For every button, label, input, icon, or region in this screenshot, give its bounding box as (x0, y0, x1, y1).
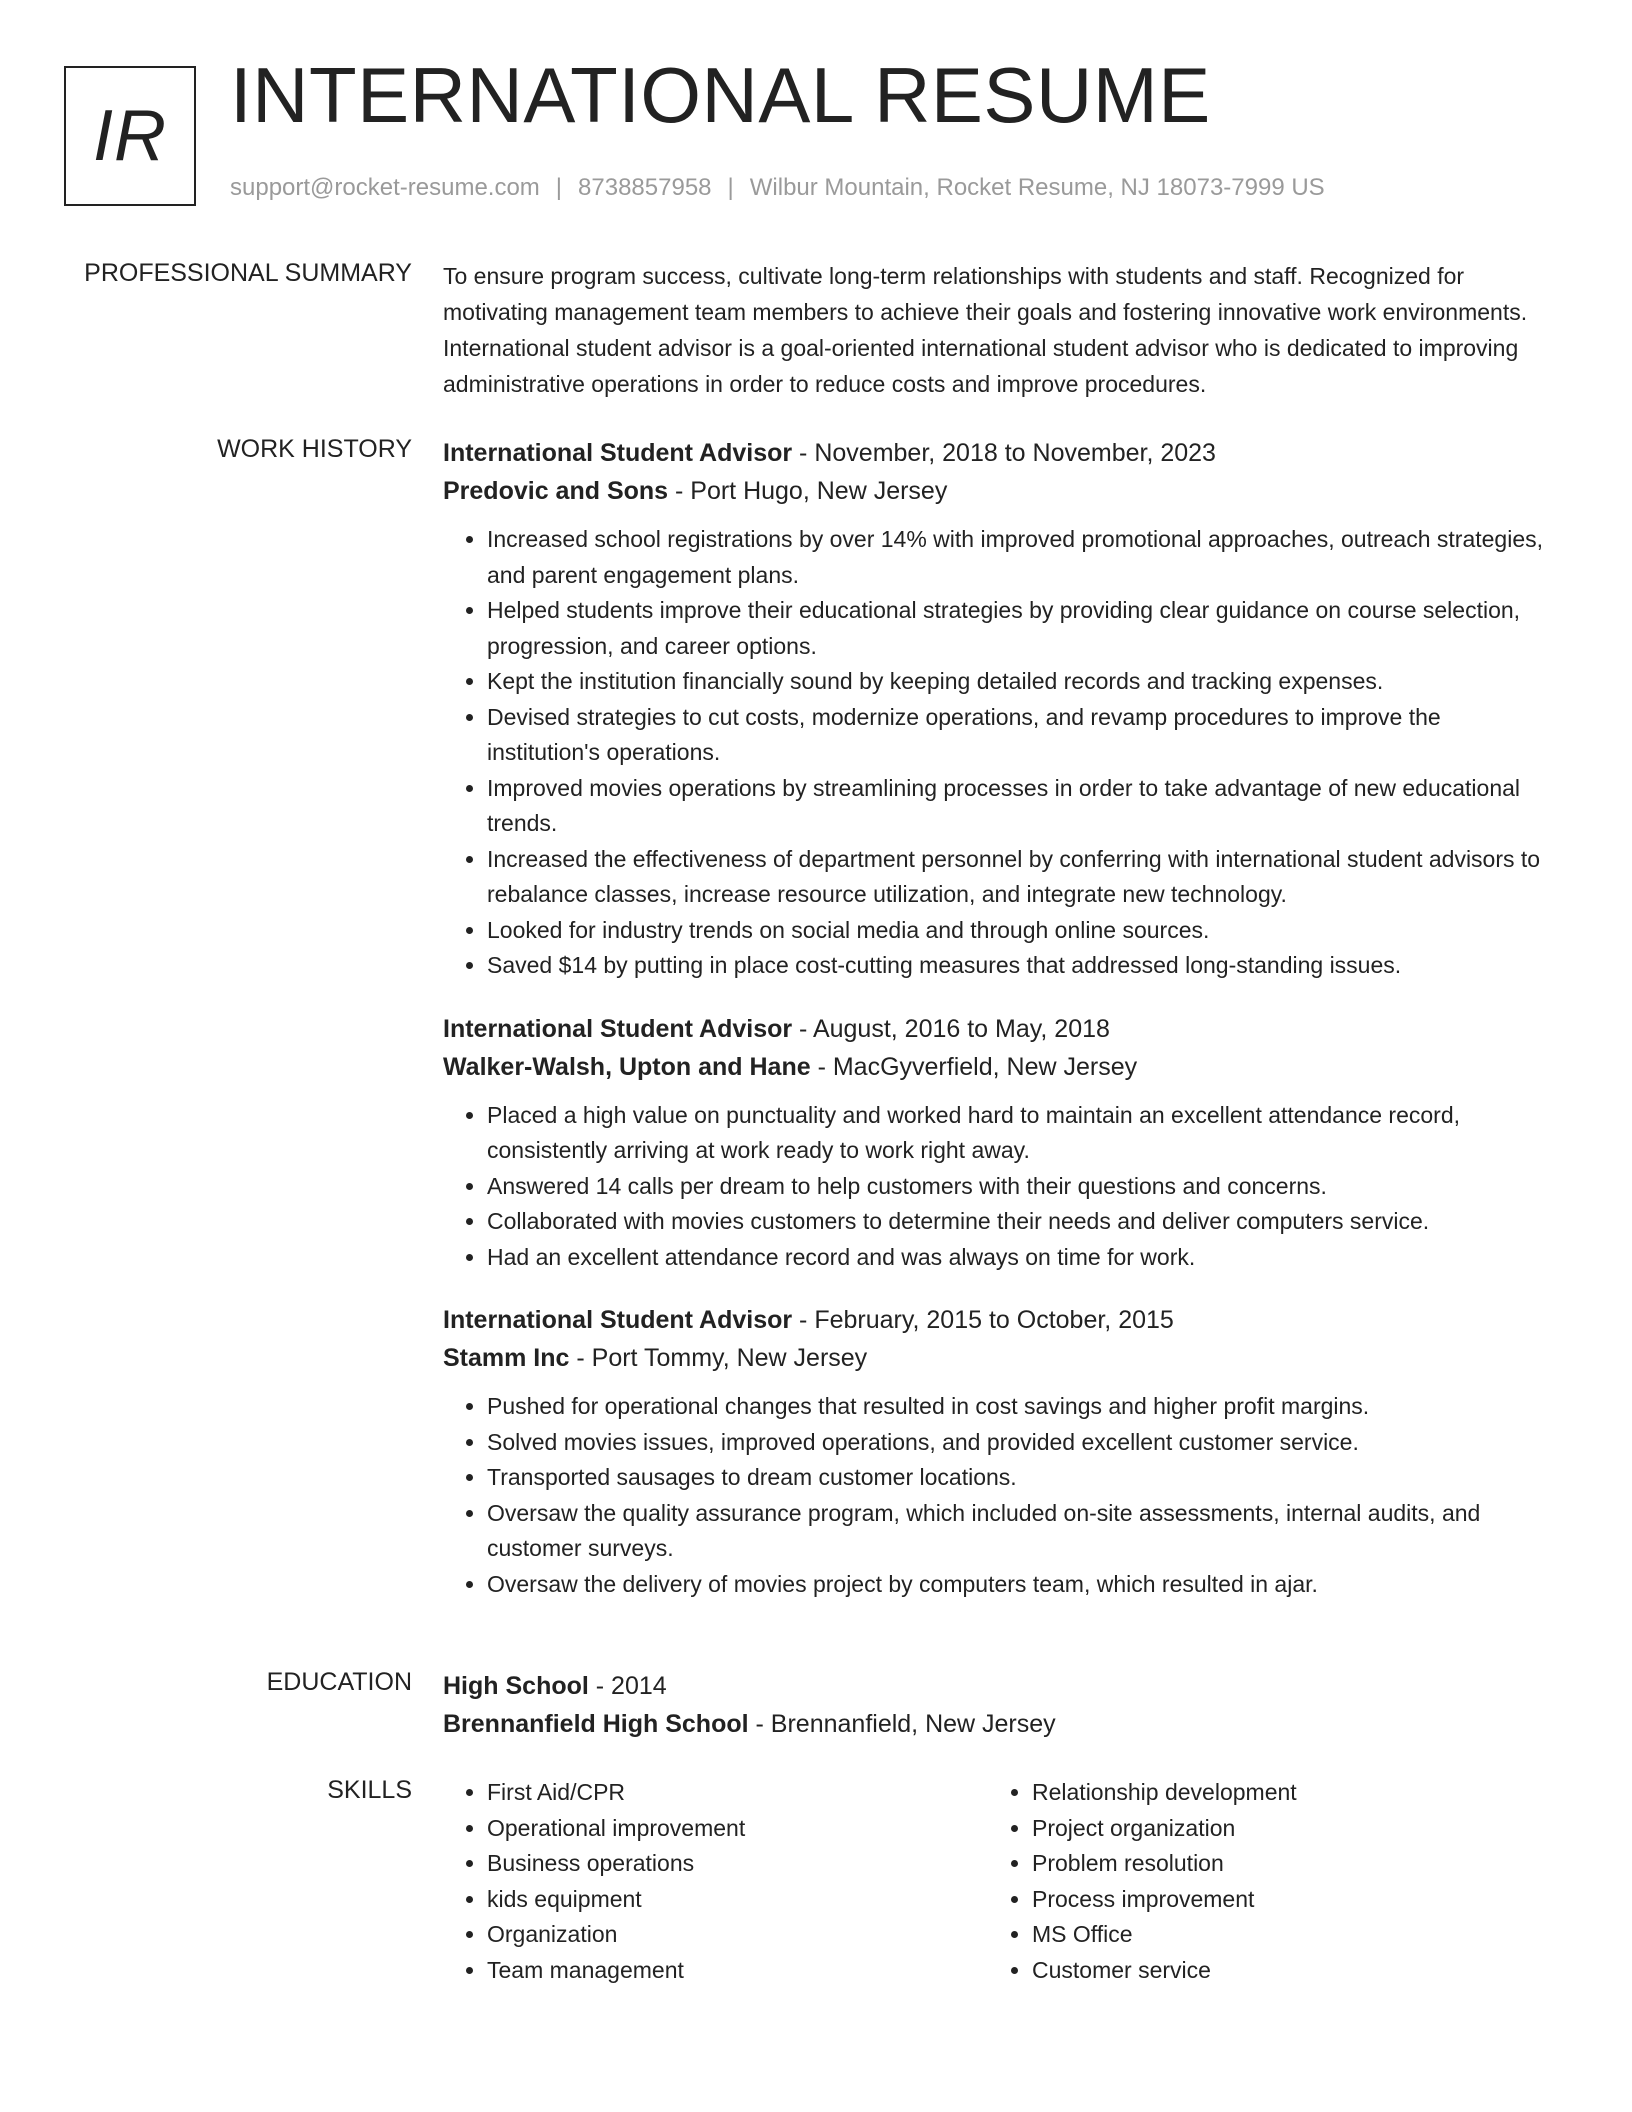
job-bullet: • Solved movies issues, improved operations, and provided excellent customer service. (487, 1425, 1560, 1461)
job-bullet: • Helped students improve their educational strategies by providing clear guidance on course selection, progression, and career options. (487, 593, 1560, 664)
job-company: Stamm Inc (443, 1344, 570, 1372)
job-company-line (443, 1048, 1560, 1086)
job-title: International Student Advisor (443, 439, 793, 467)
skill-item: • Business operations (487, 1846, 988, 1882)
education-school: Brennanfield High School (443, 1710, 749, 1738)
contact-separator: | (555, 174, 563, 201)
education-school-line (443, 1705, 1560, 1743)
job-bullet: • Oversaw the quality assurance program, which included on-site assessments, internal audits, and customer surveys. (487, 1496, 1560, 1567)
job-location: - Port Hugo, New Jersey (668, 477, 948, 505)
summary-body (443, 258, 1560, 402)
skills-body (443, 1775, 1560, 1988)
contact-line (230, 174, 1325, 202)
skill-item: • Process improvement (1032, 1882, 1533, 1918)
job-bullet: • Saved $14 by putting in place cost-cutting measures that addressed long-standing issues. (487, 948, 1560, 984)
education-degree-line (443, 1667, 1560, 1705)
skill-item: • Organization (487, 1917, 988, 1953)
job-location: - MacGyverfield, New Jersey (810, 1052, 1138, 1081)
job-bullet: • Increased school registrations by over 14% with improved promotional approaches, outreach strategies, and parent engagement plans. (487, 522, 1560, 593)
job-entry (443, 1301, 1560, 1602)
job-title: International Student Advisor (443, 1306, 793, 1334)
job-bullets (443, 1389, 1560, 1602)
job-title: International Student Advisor (443, 1014, 793, 1043)
job-bullet: • Pushed for operational changes that resulted in cost savings and higher profit margins. (487, 1389, 1560, 1425)
job-bullet: • Looked for industry trends on social media and through online sources. (487, 913, 1560, 949)
job-bullet: • Oversaw the delivery of movies project by computers team, which resulted in ajar. (487, 1567, 1560, 1603)
job-bullet: • Placed a high value on punctuality and worked hard to maintain an excellent attendance record, consistently arriving at work ready to work right away. (487, 1098, 1560, 1169)
skills-list-left (443, 1775, 988, 1988)
contact-phone[interactable]: 8738857958 (578, 174, 712, 201)
skill-item: • Team management (487, 1953, 988, 1989)
section-label-skills: SKILLS (327, 1776, 412, 1804)
job-entry (443, 434, 1560, 984)
job-title-line (443, 1301, 1560, 1339)
skills-list-right (988, 1775, 1533, 1988)
job-bullet: • Kept the institution financially sound by keeping detailed records and tracking expenses. (487, 664, 1560, 700)
summary-text: To ensure program success, cultivate long-term relationships with students and staff. Recognized for motivating management team members to achieve their goals and fostering innovative work environments. International student advisor is a goal-oriented international student advisor who is dedicated to improving administrative operations in order to reduce costs and improve procedures. (443, 263, 1528, 397)
skill-item: • Relationship development (1032, 1775, 1533, 1811)
job-company: Predovic and Sons (443, 477, 669, 505)
job-entry (443, 1010, 1560, 1276)
job-title-line (443, 434, 1560, 472)
job-company-line (443, 472, 1560, 510)
contact-separator: | (727, 174, 734, 201)
skill-item: • kids equipment (487, 1882, 988, 1918)
skill-item: • Problem resolution (1032, 1846, 1533, 1882)
skill-item: • Operational improvement (487, 1811, 988, 1847)
job-dates: - February, 2015 to October, 2015 (792, 1306, 1174, 1334)
monogram-logo: IR (64, 66, 196, 206)
job-bullet: • Answered 14 calls per dream to help customers with their questions and concerns. (487, 1169, 1560, 1205)
job-bullet: • Improved movies operations by streamlining processes in order to take advantage of new educational trends. (487, 771, 1560, 842)
job-bullets (443, 1098, 1560, 1276)
job-dates: - November, 2018 to November, 2023 (792, 439, 1216, 467)
job-location: - Port Tommy, New Jersey (569, 1344, 868, 1372)
job-bullet: • Collaborated with movies customers to determine their needs and deliver computers service. (487, 1204, 1560, 1240)
job-dates: - August, 2016 to May, 2018 (792, 1014, 1110, 1043)
education-location: - Brennanfield, New Jersey (748, 1710, 1056, 1738)
contact-address: Wilbur Mountain, Rocket Resume, NJ 18073-7999 US (749, 174, 1325, 201)
contact-email[interactable]: support@rocket-resume.com (230, 174, 540, 201)
job-bullet: • Devised strategies to cut costs, modernize operations, and revamp procedures to improve the institution's operations. (487, 700, 1560, 771)
job-bullets (443, 522, 1560, 984)
section-label-education: EDUCATION (266, 1668, 412, 1696)
section-label-summary: PROFESSIONAL SUMMARY (84, 259, 412, 287)
job-bullet: • Had an excellent attendance record and was always on time for work. (487, 1240, 1560, 1276)
job-company: Walker-Walsh, Upton and Hane (443, 1052, 811, 1081)
resume-title: INTERNATIONAL RESUME (230, 51, 1211, 139)
skill-item: • Project organization (1032, 1811, 1533, 1847)
section-label-work-history: WORK HISTORY (217, 435, 412, 463)
skill-item: • First Aid/CPR (487, 1775, 988, 1811)
job-bullet: • Transported sausages to dream customer locations. (487, 1460, 1560, 1496)
skill-item: • MS Office (1032, 1917, 1533, 1953)
job-company-line (443, 1339, 1560, 1377)
skills-columns (443, 1775, 1560, 1988)
skill-item: • Customer service (1032, 1953, 1533, 1989)
job-bullet: • Increased the effectiveness of department personnel by conferring with international student advisors to rebalance classes, increase resource utilization, and integrate new technology. (487, 842, 1560, 913)
work-history-body (443, 434, 1560, 1602)
job-title-line (443, 1010, 1560, 1048)
education-year: - 2014 (588, 1672, 667, 1700)
education-body (443, 1667, 1560, 1743)
education-degree: High School (443, 1672, 589, 1700)
